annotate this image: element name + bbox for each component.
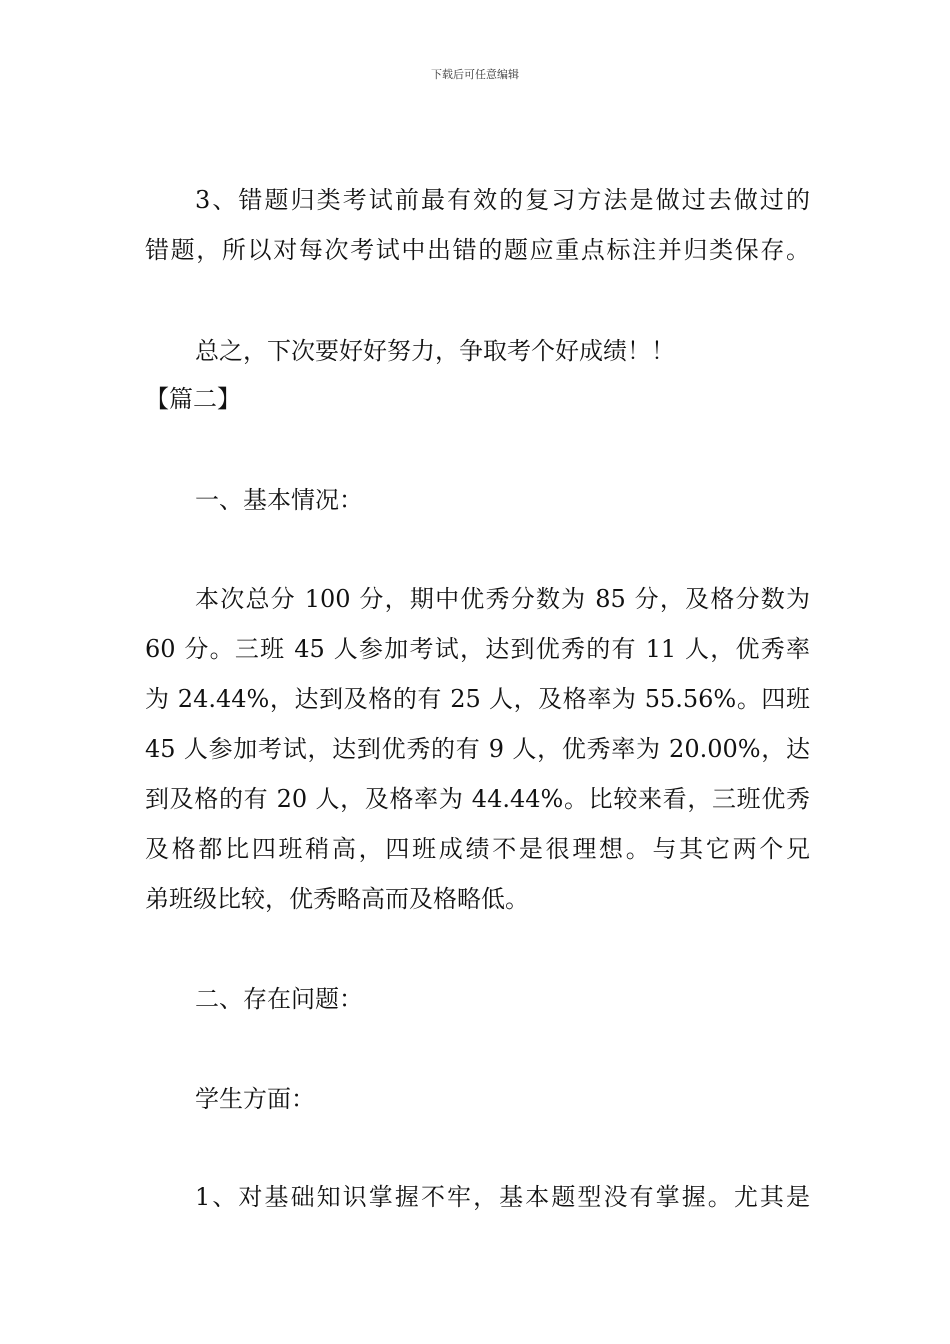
page-header: 下载后可任意编辑: [431, 68, 519, 81]
paragraph-line: 60 分。三班 45 人参加考试，达到优秀的有 11 人，优秀率: [145, 635, 810, 663]
paragraph-line: 及格都比四班稍高，四班成绩不是很理想。与其它两个兄: [145, 835, 810, 863]
paragraph-line: 45 人参加考试，达到优秀的有 9 人，优秀率为 20.00%，达: [145, 735, 810, 763]
paragraph-line: 3、错题归类考试前最有效的复习方法是做过去做过的: [195, 186, 810, 214]
paragraph-line: 错题，所以对每次考试中出错的题应重点标注并归类保存。: [145, 236, 810, 264]
paragraph-line: 为 24.44%，达到及格的有 25 人，及格率为 55.56%。四班: [145, 685, 810, 713]
paragraph-line: 总之，下次要好好努力，争取考个好成绩！！: [195, 337, 675, 365]
paragraph-line: 本次总分 100 分，期中优秀分数为 85 分，及格分数为: [195, 585, 810, 613]
paragraph-line: 到及格的有 20 人，及格率为 44.44%。比较来看，三班优秀: [145, 785, 810, 813]
heading-problems: 二、存在问题：: [195, 985, 363, 1013]
section-heading: 【篇二】: [145, 385, 241, 413]
heading-student-side: 学生方面：: [195, 1085, 315, 1113]
heading-basic-situation: 一、基本情况：: [195, 486, 363, 514]
paragraph-line: 弟班级比较，优秀略高而及格略低。: [145, 885, 529, 913]
paragraph-line: 1、对基础知识掌握不牢，基本题型没有掌握。尤其是: [195, 1183, 810, 1211]
